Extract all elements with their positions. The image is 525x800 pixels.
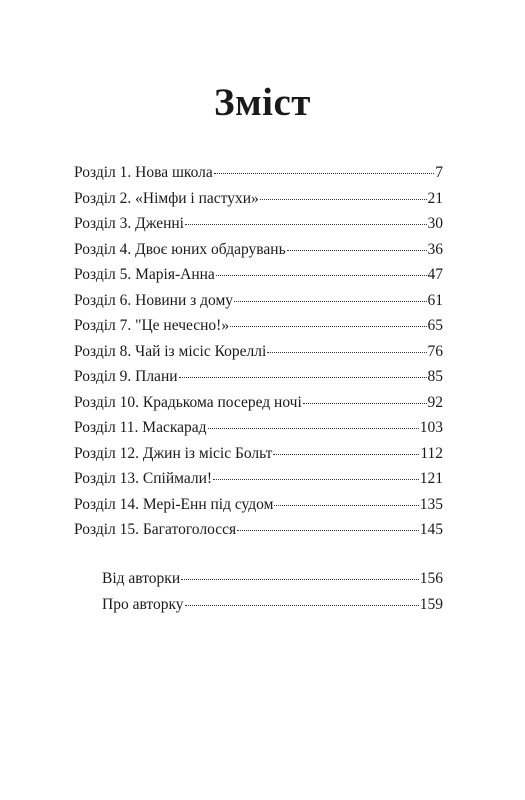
toc-entry-label: Розділ 15. Багатоголосся [74,521,237,538]
dot-leader [237,530,419,531]
toc-title: Зміст [214,81,311,124]
toc-entry [74,237,443,263]
dot-leader [287,250,427,251]
toc-entry [74,288,443,314]
toc-entry-label: Про авторку [102,595,184,613]
dot-leader [185,224,427,225]
toc-entry-label: Розділ 1. Нова школа [74,164,213,181]
toc-entry [74,364,443,390]
extras-list [102,566,443,617]
toc-entry-page: 65 [427,317,443,334]
toc-entry-label: Від авторки [102,570,181,587]
toc-entry [74,262,443,288]
dot-leader [181,579,419,580]
toc-entry-page: 30 [427,215,443,232]
toc-entry-label: Розділ 7. "Це нечесно!» [74,317,230,334]
toc-entry-page: 103 [419,419,443,436]
toc-entry-label: Розділ 11. Маскарад [74,419,207,436]
toc-entry-label: Розділ 2. «Німфи і пастухи» [74,189,259,207]
toc-entry [74,415,443,441]
toc-entry-label: Розділ 12. Джин із місіс Больт [74,444,273,462]
toc-entry-label: Розділ 5. Марія-Анна [74,266,215,283]
toc-entry [74,339,443,365]
chapter-list [74,160,443,543]
toc-entry [74,211,443,237]
dot-leader [208,428,419,429]
toc-entry-label: Розділ 10. Крадькома посеред ночі [74,393,302,411]
toc-entry-label: Розділ 14. Мері-Енн під судом [74,495,274,513]
toc-entry-label: Розділ 4. Двоє юних обдарувань [74,240,286,258]
toc-entry [74,466,443,492]
toc-entry-page: 156 [419,570,443,587]
toc-entry-page: 121 [419,470,443,487]
toc-entry-page: 92 [427,393,443,411]
toc-entry-page: 85 [427,368,443,385]
toc-entry-page: 159 [419,595,443,613]
toc-entry [102,566,443,592]
toc-entry [74,517,443,543]
dot-leader [273,454,419,455]
toc-entry-page: 61 [427,291,443,309]
dot-leader [230,326,426,327]
dot-leader [213,479,419,480]
toc-entry-page: 36 [427,240,443,258]
toc-entry-page: 76 [427,342,443,360]
dot-leader [267,352,426,353]
dot-leader [303,403,427,404]
toc-entry [74,441,443,467]
toc-entry-page: 135 [419,495,443,513]
dot-leader [234,301,426,302]
dot-leader [274,505,418,506]
toc-entry [102,592,443,618]
toc-entry-label: Розділ 6. Новини з дому [74,291,234,309]
toc-entry [74,492,443,518]
toc-entry [74,390,443,416]
toc-entry-page: 47 [427,266,443,283]
toc-entry-label: Розділ 3. Дженні [74,215,184,232]
dot-leader [185,605,419,606]
dot-leader [214,173,434,174]
toc-entry-label: Розділ 13. Спіймали! [74,470,213,487]
toc-entry-page: 112 [420,444,443,462]
dot-leader [216,275,427,276]
dot-leader [260,199,427,200]
toc-entry [74,186,443,212]
dot-leader [179,377,427,378]
toc-entry-label: Розділ 9. Плани [74,368,178,385]
toc-entry [74,160,443,186]
toc-entry [74,313,443,339]
toc-entry-page: 145 [419,521,443,538]
toc-entry-page: 21 [427,189,443,207]
toc-entry-label: Розділ 8. Чай із місіс Кореллі [74,342,267,360]
toc-entry-page: 7 [435,164,443,181]
